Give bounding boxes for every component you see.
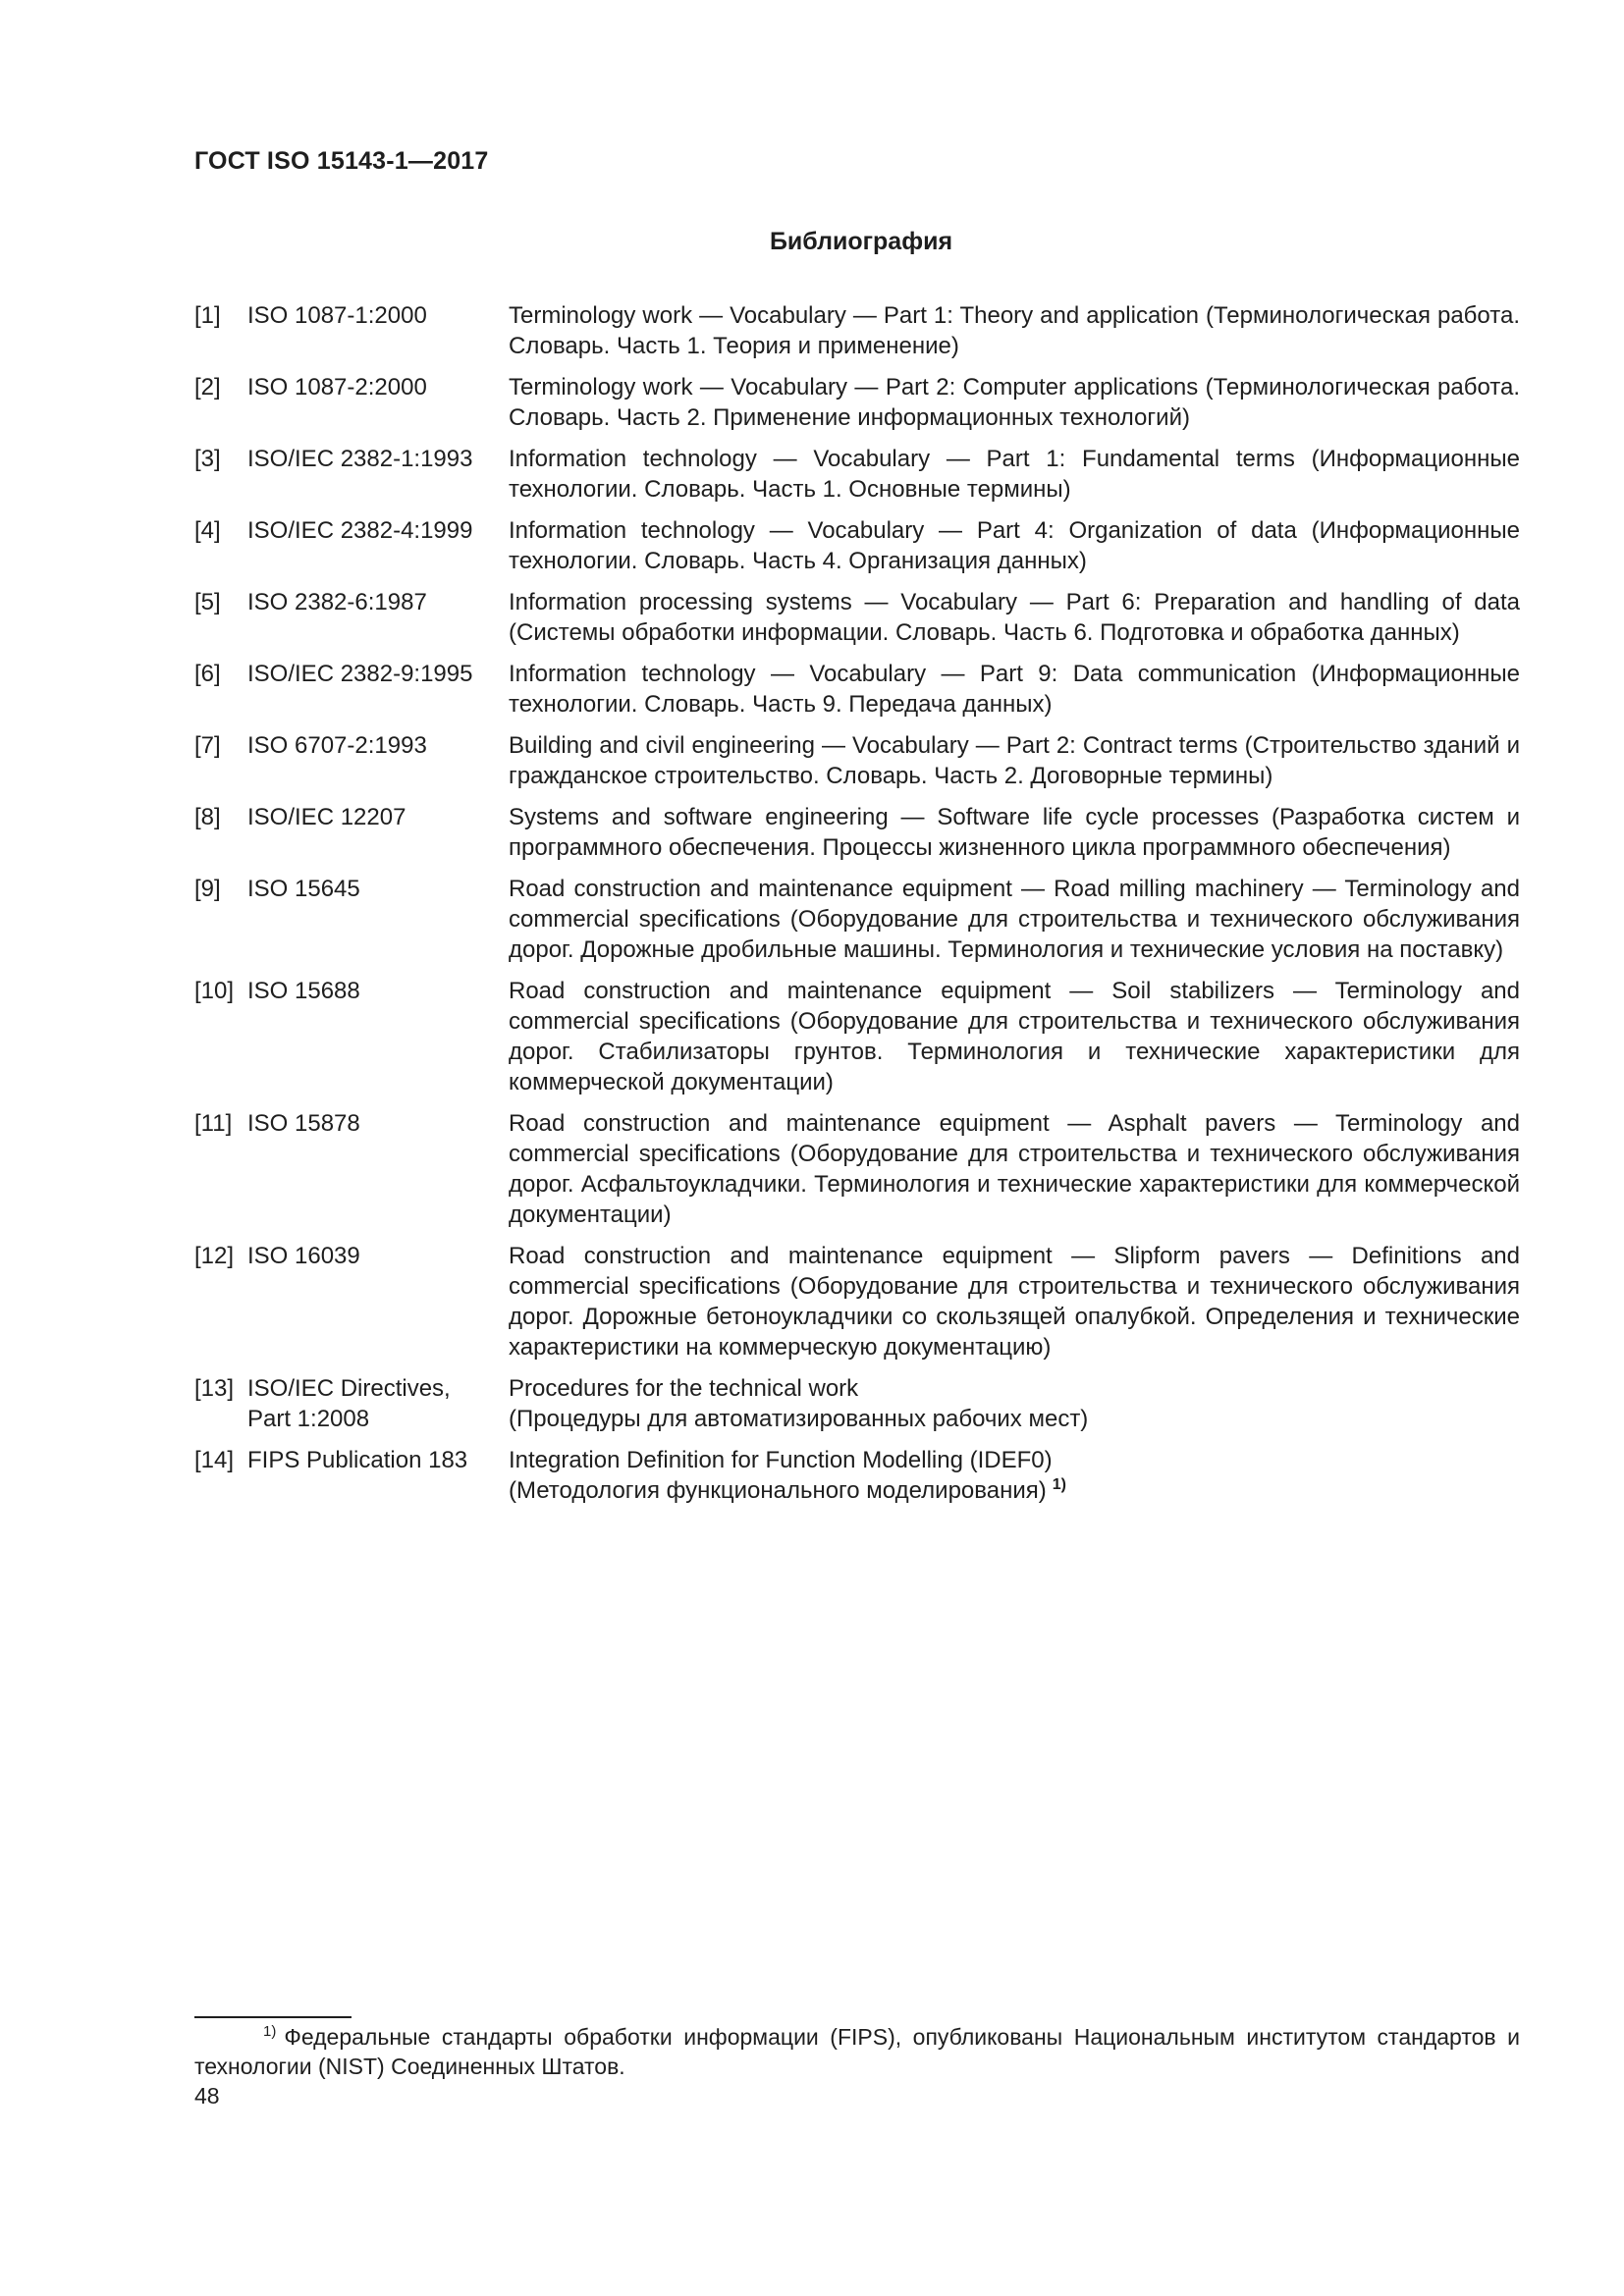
entry-text: Information technology — Vocabulary — Part 1: Fundamental terms (Информационные технологии. Словарь. Часть 1. Основные термины) xyxy=(509,446,1520,503)
entry-text: Information processing systems — Vocabulary — Part 6: Preparation and handling of data (Системы обработки информации. Словарь. Часть 6. Подготовка и обработка данных) xyxy=(509,589,1520,646)
bibliography-entry xyxy=(194,1241,1520,1362)
section-title: Библиография xyxy=(769,228,953,255)
bibliography-entry xyxy=(194,802,1520,863)
entry-reference: FIPS Publication 183 xyxy=(247,1447,468,1473)
entry-reference: ISO 15645 xyxy=(247,876,360,902)
entry-description xyxy=(509,300,1520,361)
entry-text: Terminology work — Vocabulary — Part 2: Computer applications (Терминологическая работа. Словарь. Часть 2. Применение информационных технологий) xyxy=(509,374,1520,431)
entry-number: [8] xyxy=(194,804,221,830)
entry-text: Terminology work — Vocabulary — Part 1: Theory and application (Терминологическая работа. Словарь. Часть 1. Теория и применение) xyxy=(509,302,1520,359)
entry-description xyxy=(509,587,1520,648)
bibliography-entry xyxy=(194,874,1520,965)
entry-number: [4] xyxy=(194,517,221,544)
entry-description xyxy=(509,976,1520,1097)
bibliography-entry xyxy=(194,976,1520,1097)
entry-description xyxy=(509,1108,1520,1230)
document-header: ГОСТ ISO 15143-1—2017 xyxy=(194,147,489,175)
entry-text: Road construction and maintenance equipment — Slipform pavers — Definitions and commercial specifications (Оборудование для строительства и технического обслуживания дорог. Дорожные бетоноукладчики со скользящей опалубкой. Определения и технические характеристики на коммерческую документацию) xyxy=(509,1243,1520,1361)
bibliography-entry xyxy=(194,659,1520,720)
entry-number: [12] xyxy=(194,1243,235,1269)
bibliography-entry xyxy=(194,730,1520,791)
entry-number: [2] xyxy=(194,374,221,400)
entry-number: [3] xyxy=(194,446,221,472)
entry-text: Systems and software engineering — Software life cycle processes (Разработка систем и программного обеспечения. Процессы жизненного цикла программного обеспечения) xyxy=(509,804,1520,861)
entry-text: Building and civil engineering — Vocabulary — Part 2: Contract terms (Строительство зданий и гражданское строительство. Словарь. Часть 2. Договорные термины) xyxy=(509,732,1520,789)
entry-description xyxy=(509,372,1520,433)
bibliography-entry xyxy=(194,300,1520,361)
entry-text: Road construction and maintenance equipment — Road milling machinery — Terminology and commercial specifications (Оборудование для строительства и технического обслуживания дорог. Дорожные дробильные машины. Терминология и технические условия на поставку) xyxy=(509,876,1520,963)
bibliography-entry xyxy=(194,372,1520,433)
footnote xyxy=(194,2022,1520,2081)
entry-reference: ISO/IEC Directives, Part 1:2008 xyxy=(247,1375,451,1432)
entry-description xyxy=(509,1241,1520,1362)
entry-text: Information technology — Vocabulary — Part 9: Data communication (Информационные технологии. Словарь. Часть 9. Передача данных) xyxy=(509,661,1520,718)
entry-reference: ISO 2382-6:1987 xyxy=(247,589,427,615)
entry-description xyxy=(509,874,1520,965)
entry-number: [13] xyxy=(194,1375,235,1402)
bibliography-entry xyxy=(194,587,1520,648)
footnote-divider xyxy=(194,2016,352,2018)
entry-description xyxy=(509,730,1520,791)
entry-reference: ISO 15688 xyxy=(247,978,360,1004)
footnote-reference: 1) xyxy=(1052,1476,1066,1493)
entry-reference: ISO/IEC 12207 xyxy=(247,804,406,830)
entry-number: [6] xyxy=(194,661,221,687)
entry-description xyxy=(509,1373,1520,1434)
entry-reference: ISO 6707-2:1993 xyxy=(247,732,427,759)
entry-number: [5] xyxy=(194,589,221,615)
entry-text: Information technology — Vocabulary — Part 4: Organization of data (Информационные технологии. Словарь. Часть 4. Организация данных) xyxy=(509,517,1520,574)
entry-reference: ISO/IEC 2382-4:1999 xyxy=(247,517,473,544)
entry-reference: ISO 16039 xyxy=(247,1243,360,1269)
entry-number: [11] xyxy=(194,1110,233,1137)
entry-reference: ISO/IEC 2382-1:1993 xyxy=(247,446,473,472)
entry-reference: ISO 15878 xyxy=(247,1110,360,1137)
entry-number: [10] xyxy=(194,978,235,1004)
entry-reference: ISO/IEC 2382-9:1995 xyxy=(247,661,473,687)
entry-description xyxy=(509,659,1520,720)
entry-text: Integration Definition for Function Modelling (IDEF0) (Методология функционального моделирования) xyxy=(509,1447,1053,1504)
entry-text: Road construction and maintenance equipment — Soil stabilizers — Terminology and commercial specifications (Оборудование для строительства и технического обслуживания дорог. Стабилизаторы грунтов. Терминология и технические характеристики для коммерческой документации) xyxy=(509,978,1520,1095)
bibliography-entry xyxy=(194,1373,1520,1434)
entry-number: [9] xyxy=(194,876,221,902)
entry-description xyxy=(509,444,1520,505)
entry-description xyxy=(509,802,1520,863)
entry-text: Procedures for the technical work (Процедуры для автоматизированных рабочих мест) xyxy=(509,1375,1089,1432)
entry-reference: ISO 1087-2:2000 xyxy=(247,374,427,400)
entry-number: [7] xyxy=(194,732,221,759)
footnote-marker: 1) xyxy=(263,2023,277,2041)
bibliography-entry xyxy=(194,1445,1520,1506)
entry-number: [14] xyxy=(194,1447,235,1473)
entry-number: [1] xyxy=(194,302,221,329)
entry-description xyxy=(509,1445,1520,1506)
entry-text: Road construction and maintenance equipment — Asphalt pavers — Terminology and commercial specifications (Оборудование для строительства и технического обслуживания дорог. Асфальтоукладчики. Терминология и технические характеристики для коммерческой документации) xyxy=(509,1110,1520,1228)
bibliography-entry xyxy=(194,1108,1520,1230)
page-number: 48 xyxy=(194,2083,220,2109)
bibliography-entry xyxy=(194,444,1520,505)
entry-description xyxy=(509,515,1520,576)
bibliography-list xyxy=(194,300,1520,1517)
bibliography-entry xyxy=(194,515,1520,576)
entry-reference: ISO 1087-1:2000 xyxy=(247,302,427,329)
footnote-text: Федеральные стандарты обработки информации (FIPS), опубликованы Национальным институтом стандартов и технологии (NIST) Соединенных Штатов. xyxy=(194,2024,1520,2079)
